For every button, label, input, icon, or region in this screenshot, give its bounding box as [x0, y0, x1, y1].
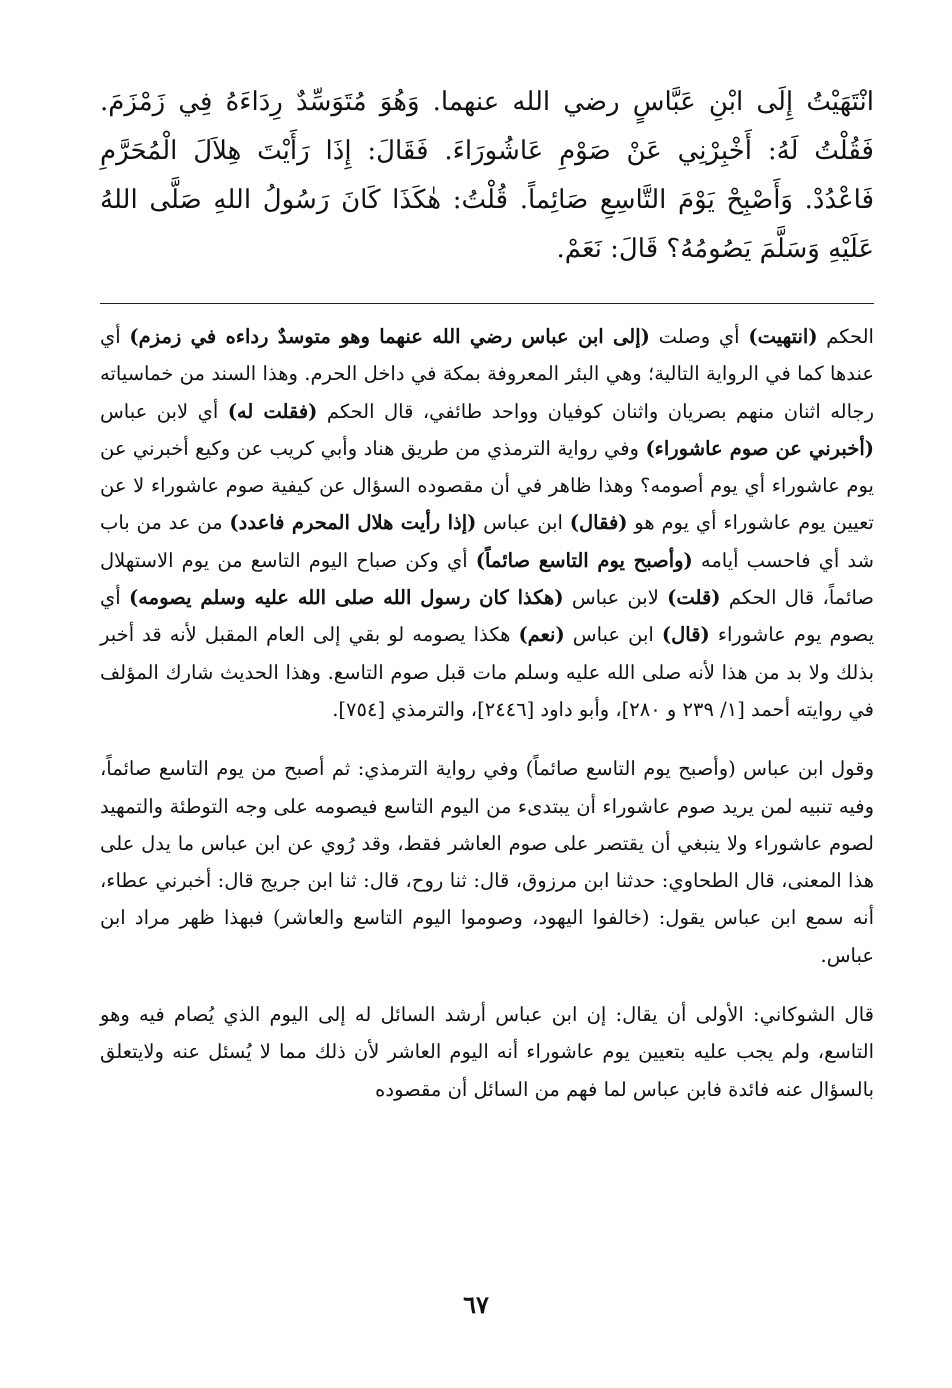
commentary-paragraph-3: قال الشوكاني: الأولى أن يقال: إن ابن عباس أرشد السائل له إلى اليوم الذي يُصام فيه وهو التاسع، ولم يجب عليه بتعيين يوم عاشوراء أنه اليوم العاشر لأن ذلك مما لا يُسئل عنه ولايتعلق بالسؤال عنه فائدة فابن عباس لما فهم من السائل أن مقصوده: [100, 1003, 874, 1101]
quoted-phrase: (قال): [661, 623, 710, 647]
commentary-text: أي وصلت: [649, 325, 749, 348]
commentary-text: الحكم: [817, 325, 874, 348]
quoted-phrase: (أخبرني عن صوم عاشوراء): [645, 436, 874, 460]
commentary-text: من عد من باب شد أي فاحسب أيامه: [100, 511, 874, 572]
quoted-phrase: (انتهيت): [748, 325, 818, 348]
commentary-text: وفي رواية الترمذي من طريق هناد وأبي كريب عن وكيع أخبرني عن يوم عاشوراء أي يوم أصومه؟ وهذا ظاهر في أن مقصوده السؤال عن كيفية صوم عاشوراء لا عن تعيين يوم عاشوراء أي يوم هو: [100, 436, 874, 535]
quoted-phrase: (فقلت له): [227, 399, 318, 423]
commentary-paragraph-1: [100, 318, 874, 728]
commentary-text: هكذا يصومه لو بقي إلى العام المقبل لأنه قد أخبر بذلك ولا بد من هذا لأنه صلى الله عليه وسلم مات قبل صوم التاسع. وهذا الحديث شارك المؤلف في روايته أحمد [١/ ٢٣٩ و ٢٨٠]، وأبو داود [٢٤٤٦]، والترمذي [٧٥٤].: [100, 623, 874, 721]
quoted-phrase: (وأصبح يوم التاسع صائماً): [475, 548, 693, 572]
quoted-phrase: (قلت): [667, 586, 721, 610]
commentary-text: ابن عباس: [564, 623, 662, 647]
quoted-phrase: (هكذا كان رسول الله صلى الله عليه وسلم يصومه): [128, 586, 564, 610]
commentary-text: أي لابن عباس: [100, 399, 228, 423]
commentary-text: لابن عباس: [563, 586, 668, 610]
commentary-paragraph-2: وقول ابن عباس (وأصبح يوم التاسع صائماً) وفي رواية الترمذي: ثم أصبح من يوم التاسع صائماً، وفيه تنبيه لمن يريد صوم عاشوراء أن يبتدىء من اليوم التاسع فيصومه على وجه التوطئة والتمهيد لصوم عاشوراء ولا ينبغي أن يقتصر على صوم العاشر فقط، وقد رُوي عن ابن عباس ما يدل على هذا المعنى، قال الطحاوي: حدثنا ابن مرزوق، قال: ثنا روح، قال: ثنا ابن جريج قال: أخبرني عطاء، أنه سمع ابن عباس يقول: (خالفوا اليهود، وصوموا اليوم التاسع والعاشر) فبهذا ظهر مراد ابن عباس.: [100, 757, 874, 967]
hadith-text: انْتَهَيْتُ إِلَى ابْنِ عَبَّاسٍ رضي الله عنهما. وَهُوَ مُتَوَسِّدٌ رِدَاءَهُ فِي زَمْزَمَ. فَقُلْتُ لَهُ: أَخْبِرْنِي عَنْ صَوْمِ عَاشُورَاءَ. فَقَالَ: إِذَا رَأَيْتَ هِلاَلَ الْمُحَرَّمِ فَاعْدُدْ. وَأَصْبِحْ يَوْمَ التَّاسِعِ صَائِماً. قُلْتُ: هٰكَذَا كَانَ رَسُولُ اللهِ صَلَّى اللهُ عَلَيْهِ وَسَلَّمَ يَصُومُهُ؟ قَالَ: نَعَمْ.: [100, 87, 874, 264]
commentary-text: أي عندها كما في الرواية التالية؛ وهي البئر المعروفة بمكة في داخل الحرم. وهذا السند من خماسياته رجاله اثنان منهم بصريان واثنان كوفيان وواحد طائفي، قال الحكم: [100, 325, 874, 423]
commentary-text: أي وكن صباح اليوم التاسع من يوم الاستهلال صائماً، قال الحكم: [100, 548, 874, 610]
quoted-phrase: (إذا رأيت هلال المحرم فاعدد): [229, 511, 477, 535]
quoted-phrase: (إلى ابن عباس رضي الله عنهما وهو متوسدٌ رداءه في زمزم): [129, 325, 650, 348]
commentary: [100, 318, 874, 1108]
quoted-phrase: (نعم): [518, 623, 565, 647]
page-number: ٦٧: [463, 1290, 489, 1319]
commentary-text: أي يصوم يوم عاشوراء: [100, 586, 874, 647]
quoted-phrase: (فقال): [569, 511, 628, 535]
section-divider: [100, 303, 874, 304]
commentary-text: ابن عباس: [476, 511, 570, 535]
